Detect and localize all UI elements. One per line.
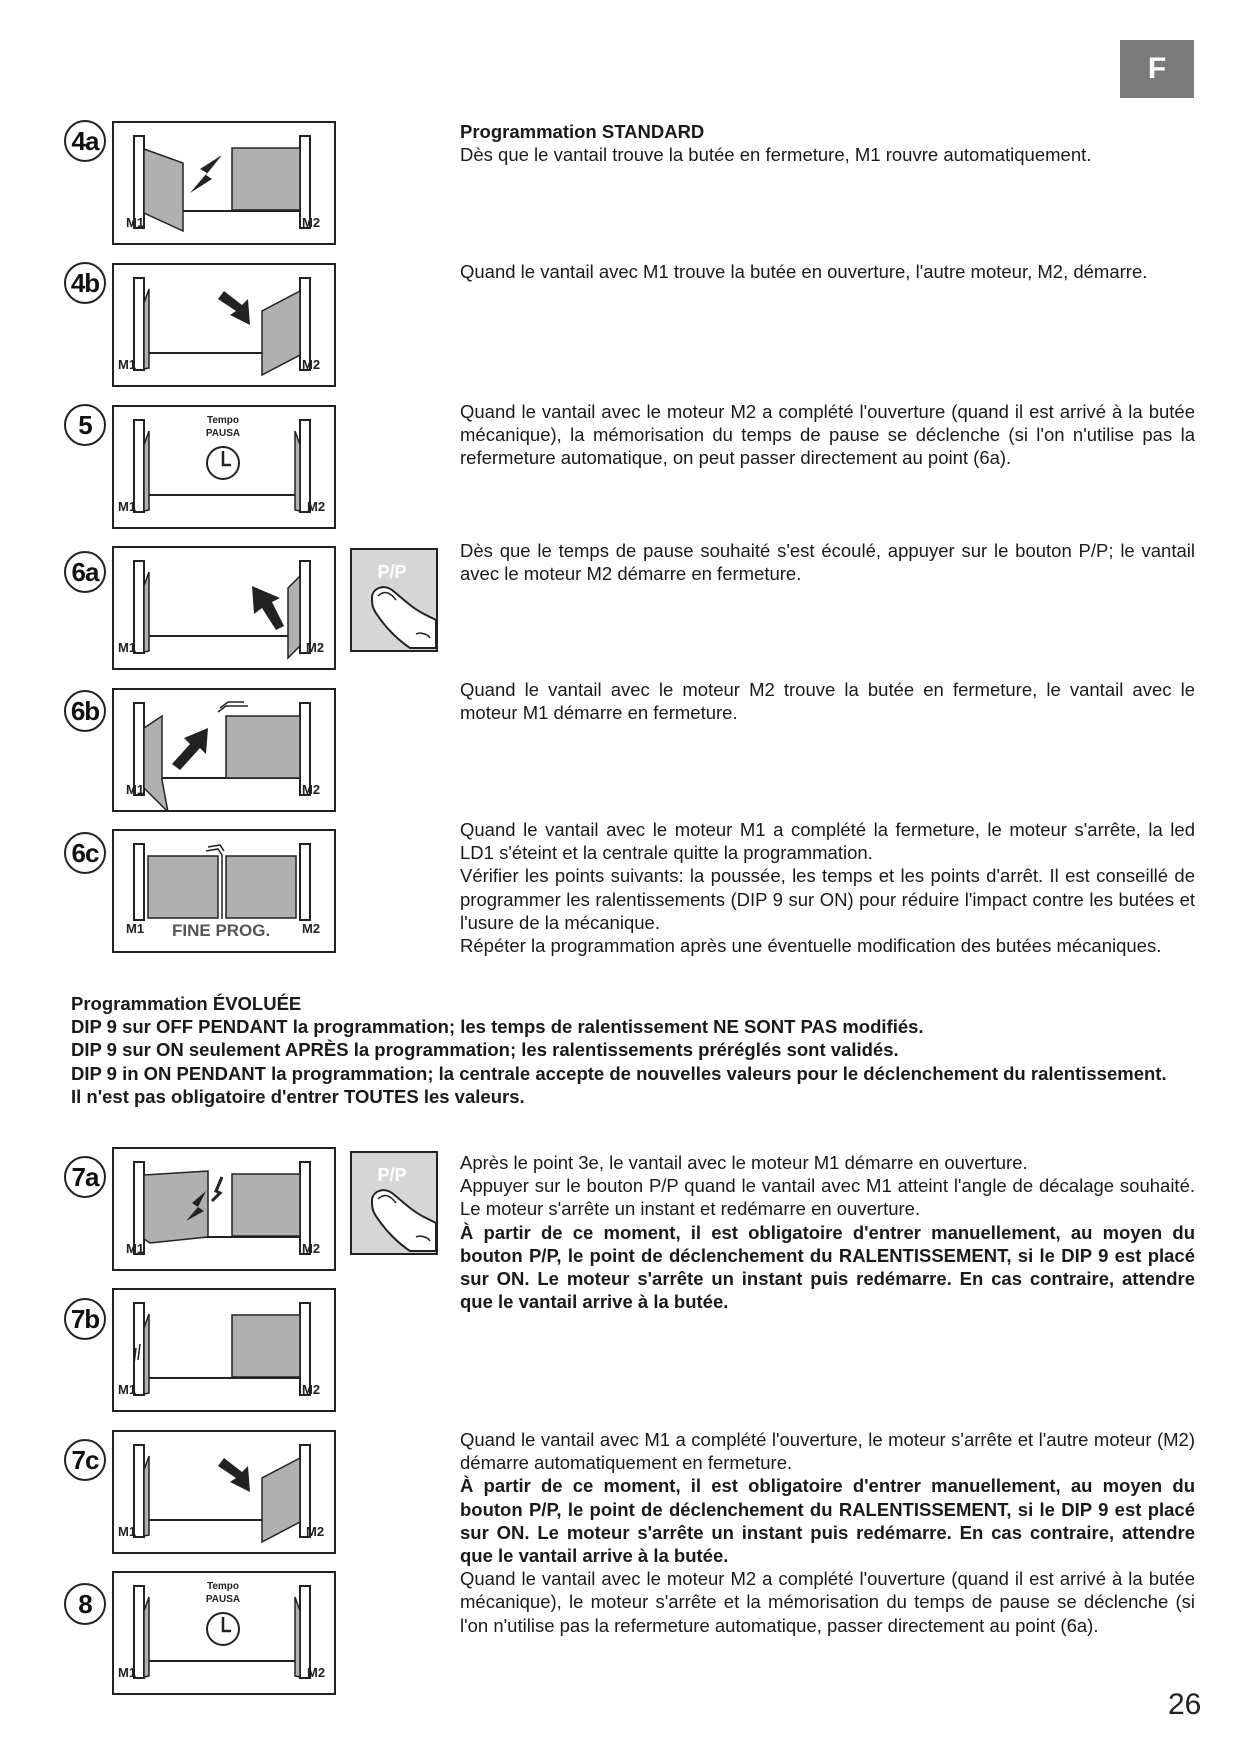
page-number: 26 [1168,1688,1202,1721]
step-7a-text [460,1151,1195,1313]
m2-label: M2 [306,1524,325,1539]
paragraph: Il n'est pas obligatoire d'entrer TOUTES les valeurs. [71,1085,525,1107]
step-label: 4a [64,120,106,162]
gate-diagram-8 [112,1571,336,1695]
evolved-title: Programmation ÉVOLUÉE [71,993,302,1014]
gate-diagram-7c [112,1430,336,1554]
m1-label: M1 [126,1241,145,1256]
m2-label: M2 [306,640,325,655]
m2-label: M2 [302,782,321,797]
paragraph: DIP 9 sur OFF PENDANT la programmation; les temps de ralentissement NE SONT PAS modifiés. [71,1016,924,1038]
paragraph: Quand le vantail avec le moteur M2 a complété l'ouverture (quand il est arrivé à la butée mécanique), la mémorisation du temps de pause se déclenche (si l'on n'utilise pas la refermeture automatique, on peut passer directement au point (6a). [460,401,1195,469]
pp-label: P/P [377,562,407,582]
pausa-label: PAUSA [205,428,241,439]
clock-icon [207,447,239,479]
gate-diagram-5 [112,405,336,529]
m1-label: M1 [118,1382,137,1397]
m1-label: M1 [126,215,145,230]
step-label: 6a [64,551,106,593]
clock-icon [207,1613,239,1645]
language-tab: F [1120,40,1194,98]
paragraph: Quand le vantail avec M1 trouve la butée en ouverture, l'autre moteur, M2, démarre. [460,261,1148,282]
paragraph: Après le point 3e, le vantail avec le moteur M1 démarre en ouverture. [460,1152,1028,1173]
step-4a-text [460,120,1195,166]
paragraph: Vérifier les points suivants: la poussée, les temps et les points d'arrêt. Il est conseillé de programmer les ralentissements (DIP 9 sur ON) pour réduire l'impact contre les butées et l'usure de la mécanique. [460,865,1195,933]
pausa-label: PAUSA [205,1594,241,1605]
paragraph: DIP 9 in ON PENDANT la programmation; la centrale accepte de nouvelles valeurs pour le déclenchement du ralentissement. [71,1062,1167,1084]
paragraph: Quand le vantail avec le moteur M2 trouve la butée en fermeture, le vantail avec le moteur M1 démarre en fermeture. [460,679,1195,724]
standard-title: Programmation STANDARD [460,121,705,142]
step-label: 7a [64,1156,106,1198]
step-label: 8 [64,1583,106,1625]
m2-label: M2 [302,921,321,936]
evolved-programming-section [71,992,1195,1108]
m2-label: M2 [302,1241,321,1256]
fine-prog-label: FINE PROG. [172,921,271,940]
pp-label: P/P [377,1165,407,1185]
m2-label: M2 [307,1665,326,1680]
step-label: 4b [64,262,106,304]
step-7c-text [460,1428,1195,1637]
paragraph: Quand le vantail avec le moteur M1 a complété la fermeture, le moteur s'arrête, la led LD1 s'éteint et la centrale quitte la programmation. [460,819,1195,864]
paragraph: Dès que le temps de pause souhaité s'est écoulé, appuyer sur le bouton P/P; le vantail avec le moteur M2 démarre en fermeture. [460,540,1195,585]
step-label: 5 [64,404,106,446]
m2-label: M2 [302,215,321,230]
step-6c-text [460,818,1195,957]
paragraph: Répéter la programmation après une éventuelle modification des butées mécaniques. [460,935,1162,957]
gate-diagram-4a [112,121,336,245]
m1-label: M1 [118,499,137,514]
m1-label: M1 [126,921,145,936]
paragraph: DIP 9 sur ON seulement APRÈS la programmation; les ralentissements préréglés sont validés. [71,1039,899,1061]
m1-label: M1 [118,1665,137,1680]
paragraph: Quand le vantail avec M1 a complété l'ouverture, le moteur s'arrête et l'autre moteur (M2) démarre automatiquement en fermeture. [460,1429,1195,1474]
gate-diagram-6a [112,546,336,670]
m2-label: M2 [302,1382,321,1397]
m2-label: M2 [302,357,321,372]
paragraph: Quand le vantail avec le moteur M2 a complété l'ouverture (quand il est arrivé à la butée mécanique), le moteur s'arrête et la mémorisation du temps de pause se déclenche (si l'on n'utilise pas la refermeture automatique, passer directement au point (6a). [460,1568,1195,1636]
tempo-label: Tempo [206,415,240,426]
step-label: 7c [64,1439,106,1481]
m1-label: M1 [118,1524,137,1539]
gate-diagram-4b [112,263,336,387]
pp-button-illustration [350,1151,438,1255]
tempo-label: Tempo [206,1581,240,1592]
gate-diagram-6b [112,688,336,812]
gate-diagram-6c [112,829,336,953]
paragraph: À partir de ce moment, il est obligatoire d'entrer manuellement, au moyen du bouton P/P, le point de déclenchement du RALENTISSEMENT, si le DIP 9 est placé sur ON. Le moteur s'arrête un instant puis redémarre. En cas contraire, attendre que le vantail arrive à la butée. [460,1221,1195,1313]
step-label: 7b [64,1298,106,1340]
gate-diagram-7a [112,1147,336,1271]
step-5-text [460,400,1195,470]
paragraph: Dès que le vantail trouve la butée en fermeture, M1 rouvre automatiquement. [460,144,1092,166]
m2-label: M2 [307,499,326,514]
step-6b-text [460,678,1195,724]
pp-button-illustration [350,548,438,652]
step-4b-text [460,260,1195,283]
m1-label: M1 [118,357,137,372]
step-label: 6c [64,832,106,874]
m1-label: M1 [118,640,137,655]
gate-diagram-7b [112,1288,336,1412]
paragraph: Appuyer sur le bouton P/P quand le vantail avec M1 atteint l'angle de décalage souhaité. Le moteur s'arrête un instant et redémarre en ouverture. [460,1175,1195,1220]
step-label: 6b [64,690,106,732]
step-6a-text [460,539,1195,585]
m1-label: M1 [126,782,145,797]
paragraph: À partir de ce moment, il est obligatoire d'entrer manuellement, au moyen du bouton P/P, le point de déclenchement du RALENTISSEMENT, si le DIP 9 est placé sur ON. Le moteur s'arrête un instant puis redémarre. En cas contraire, attendre que le vantail arrive à la butée. [460,1475,1195,1567]
